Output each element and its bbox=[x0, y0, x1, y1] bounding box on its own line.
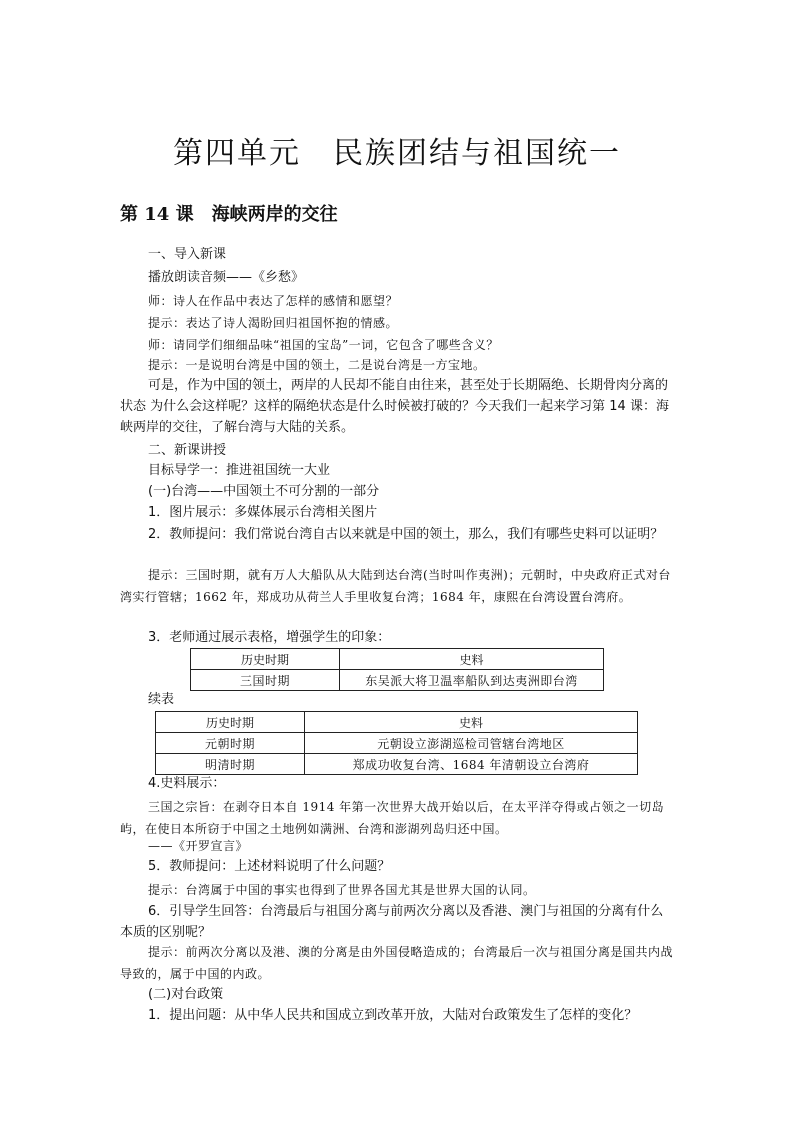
source-citation: ——《开罗宣言》 bbox=[148, 839, 249, 853]
lesson-title: 第 14 课 海峡两岸的交往 bbox=[120, 204, 338, 225]
question-paragraph: 2．教师提问：我们常说台湾自古以来就是中国的领土，那么，我们有哪些史料可以证明？ bbox=[148, 527, 664, 542]
text-line: 提示：表达了诗人渴盼回归祖国怀抱的情感。 bbox=[148, 316, 399, 330]
text-line: 师：请同学们细细品味“祖国的宝岛”一词，它包含了哪些含义？ bbox=[148, 338, 499, 352]
section-heading-intro: 一、导入新课 bbox=[148, 247, 227, 262]
table-cell: 明清时期 bbox=[156, 754, 305, 775]
goal-heading: 目标导学一：推进祖国统一大业 bbox=[148, 463, 331, 478]
text-line: 提示：一是说明台湾是中国的领土，二是说台湾是一方宝地。 bbox=[148, 358, 486, 372]
table-cell: 元朝设立澎湖巡检司管辖台湾地区 bbox=[305, 733, 638, 754]
text-line: 1．图片展示：多媒体展示台湾相关图片 bbox=[148, 505, 378, 520]
text-line: 播放朗读音频——《乡愁》 bbox=[148, 270, 305, 285]
source-paragraph: 三国之宗旨：在剥夺日本自 1914 年第一次世界大战开始以后，在太平洋夺得或占领之一切岛屿，在使日本所窃于中国之土地例如满洲、台湾和澎湖列岛归还中国。 bbox=[120, 800, 665, 836]
text-line: 师：诗人在作品中表达了怎样的感情和愿望？ bbox=[148, 294, 399, 308]
table-header: 历史时期 bbox=[191, 649, 340, 670]
continued-label: 续表 bbox=[148, 692, 175, 707]
table-cell: 三国时期 bbox=[191, 670, 340, 691]
table-header: 史料 bbox=[340, 649, 604, 670]
table-cell: 郑成功收复台湾、1684 年清朝设立台湾府 bbox=[305, 754, 638, 775]
text-line: 3．老师通过展示表格，增强学生的印象： bbox=[148, 630, 391, 645]
history-table bbox=[190, 648, 604, 691]
table-header: 历史时期 bbox=[156, 712, 305, 733]
hint-paragraph: 提示：前两次分离以及港、澳的分离是由外国侵略造成的；台湾最后一次与祖国分离是国共内战导致的，属于中国的内政。 bbox=[120, 945, 674, 981]
text-line: 1．提出问题：从中华人民共和国成立到改革开放，大陆对台政策发生了怎样的变化？ bbox=[148, 1008, 638, 1023]
text-line: 4.史料展示： bbox=[148, 776, 226, 791]
history-table-continued bbox=[155, 711, 638, 775]
intro-paragraph: 可是，作为中国的领土，两岸的人民却不能自由往来，甚至处于长期隔绝、长期骨肉分离的状态 为什么会这样呢？这样的隔绝状态是什么时候被打破的？今天我们一起来学习第 14 课：海峡两岸的交往，了解台湾与大陆的关系。 bbox=[120, 378, 669, 435]
question-paragraph: 6．引导学生回答：台湾最后与祖国分离与前两次分离以及香港、澳门与祖国的分离有什么本质的区别呢？ bbox=[120, 904, 664, 940]
table-cell: 东吴派大将卫温率船队到达夷洲即台湾 bbox=[340, 670, 604, 691]
text-line: 5．教师提问：上述材料说明了什么问题？ bbox=[148, 859, 391, 874]
table-header: 史料 bbox=[305, 712, 638, 733]
sub-heading: (二)对台政策 bbox=[148, 987, 224, 1002]
sub-heading: (一)台湾——中国领土不可分割的一部分 bbox=[148, 484, 380, 499]
unit-title: 第四单元 民族团结与祖国统一 bbox=[173, 136, 621, 171]
table-cell: 元朝时期 bbox=[156, 733, 305, 754]
section-heading-teaching: 二、新课讲授 bbox=[148, 443, 227, 458]
text-line: 提示：台湾属于中国的事实也得到了世界各国尤其是世界大国的认同。 bbox=[148, 883, 536, 897]
hint-paragraph: 提示：三国时期，就有万人大船队从大陆到达台湾(当时叫作夷洲)；元朝时，中央政府正式对台湾实行管辖；1662 年，郑成功从荷兰人手里收复台湾；1684 年，康熙在台湾设置台湾府。 bbox=[120, 568, 671, 604]
